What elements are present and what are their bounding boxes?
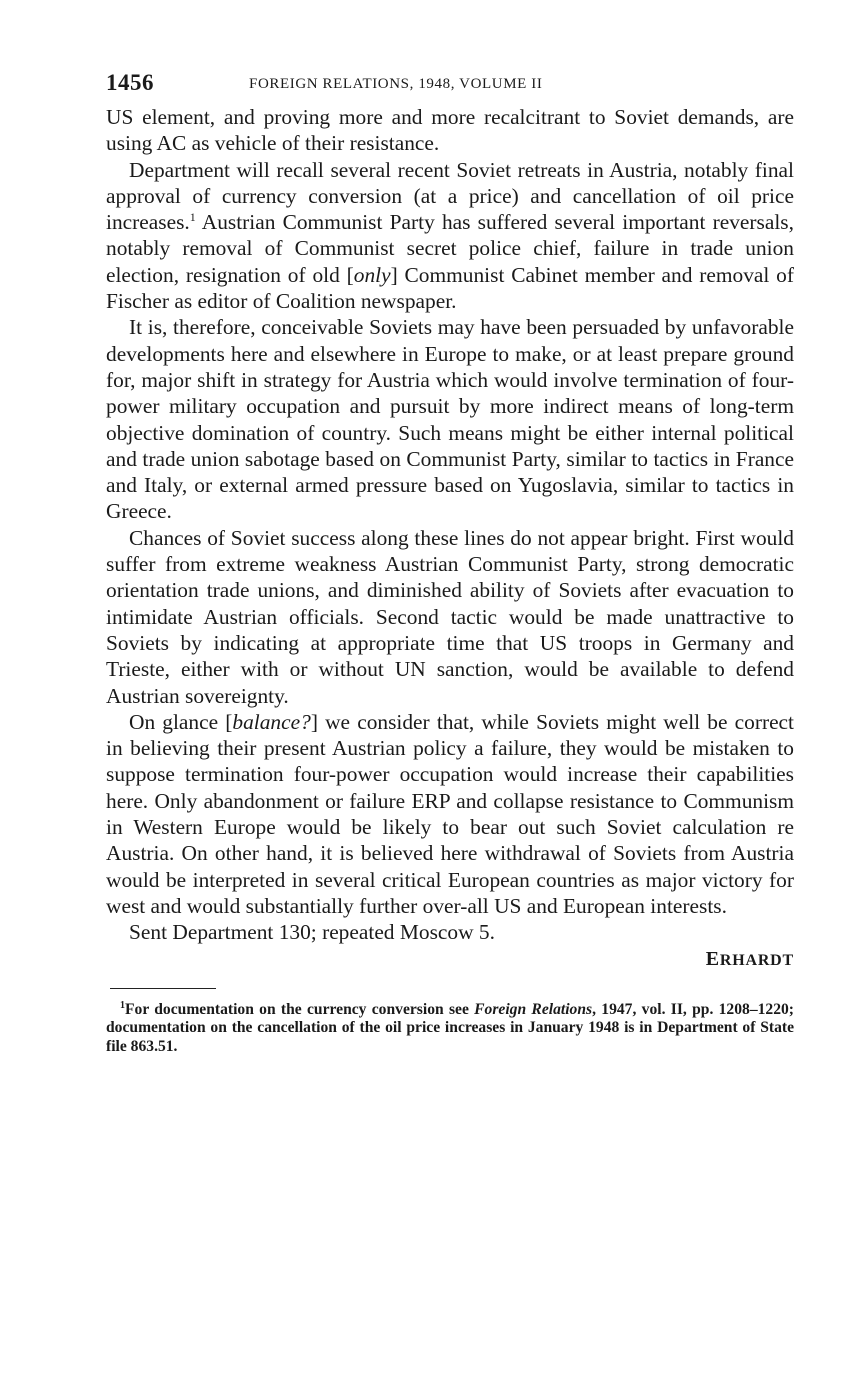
page-number: 1456 bbox=[106, 70, 154, 95]
footnote-ref-1: 1 bbox=[189, 210, 196, 225]
footnote-1: $^1$For documentation on the currency conversion see Foreign Relations, 1947, vol. II, pp. 1208–1220; documentation on the cancellation of the oil price increases in January 1948 is in Department of State file 863.51. bbox=[106, 999, 794, 1055]
signature: ERHARDT bbox=[705, 947, 794, 970]
paragraph-3: It is, therefore, conceivable Soviets may have been persuaded by unfavorable developments here and elsewhere in Europe to make, or at least prepare ground for, major shift in strategy for Austria which would involve termination of four-power military occupation and pursuit by more indirect means of long-term objective domination of country. Such means might be either internal political and trade union sabotage based on Communist Party, similar to tactics in France and Italy, or external armed pressure based on Yugoslavia, similar to tactics in Greece. bbox=[106, 315, 794, 524]
editorial-insertion: only bbox=[353, 262, 391, 287]
paragraph-1: US element, and proving more and more recalcitrant to Soviet demands, are using AC as vehicle of their resistance. bbox=[106, 105, 794, 156]
running-head bbox=[106, 70, 794, 102]
document-page bbox=[106, 70, 794, 1056]
footnote-rule bbox=[110, 988, 216, 989]
paragraph-2: Department will recall several recent Soviet retreats in Austria, notably final approval of currency conversion (at a price) and cancellation of oil price increases.$^1$ Austrian Communist Party has suffered several important reversals, notably removal of Communist secret police chief, failure in trade union election, resignation of old [only] Communist Cabinet member and removal of Fischer as editor of Coalition newspaper. bbox=[106, 157, 795, 314]
footnote-marker: 1 bbox=[120, 999, 125, 1011]
editorial-insertion: balance? bbox=[232, 709, 311, 734]
transmission-line: Sent Department 130; repeated Moscow 5. bbox=[129, 920, 495, 945]
paragraph-4: Chances of Soviet success along these lines do not appear bright. First would suffer from extreme weakness Austrian Communist Party, strong democratic orientation trade unions, and diminished ability of Soviets after evacuation to intimidate Austrian officials. Second tactic would be made unattractive to Soviets by indicating at appropriate time that US troops in Germany and Trieste, either with or without UN sanction, would be available to defend Austrian sovereignty. bbox=[106, 525, 794, 708]
footnote-cited-title: Foreign Relations bbox=[474, 1000, 593, 1018]
running-head-title: FOREIGN RELATIONS, 1948, VOLUME II bbox=[249, 76, 543, 92]
body-text bbox=[106, 104, 794, 946]
paragraph-5: On glance [balance?] we consider that, while Soviets might well be correct in believing their present Austrian policy a failure, they would be mistaken to suppose termination four-power occupation would increase their capabilities here. Only abandonment or failure ERP and collapse resistance to Communism in Western Europe would be likely to bear out such Soviet calculation re Austria. On other hand, it is believed here withdrawal of Soviets from Austria would be interpreted in several critical European countries as major victory for west and would substantially further over-all US and European interests. bbox=[106, 709, 794, 918]
footnote bbox=[106, 1001, 794, 1057]
